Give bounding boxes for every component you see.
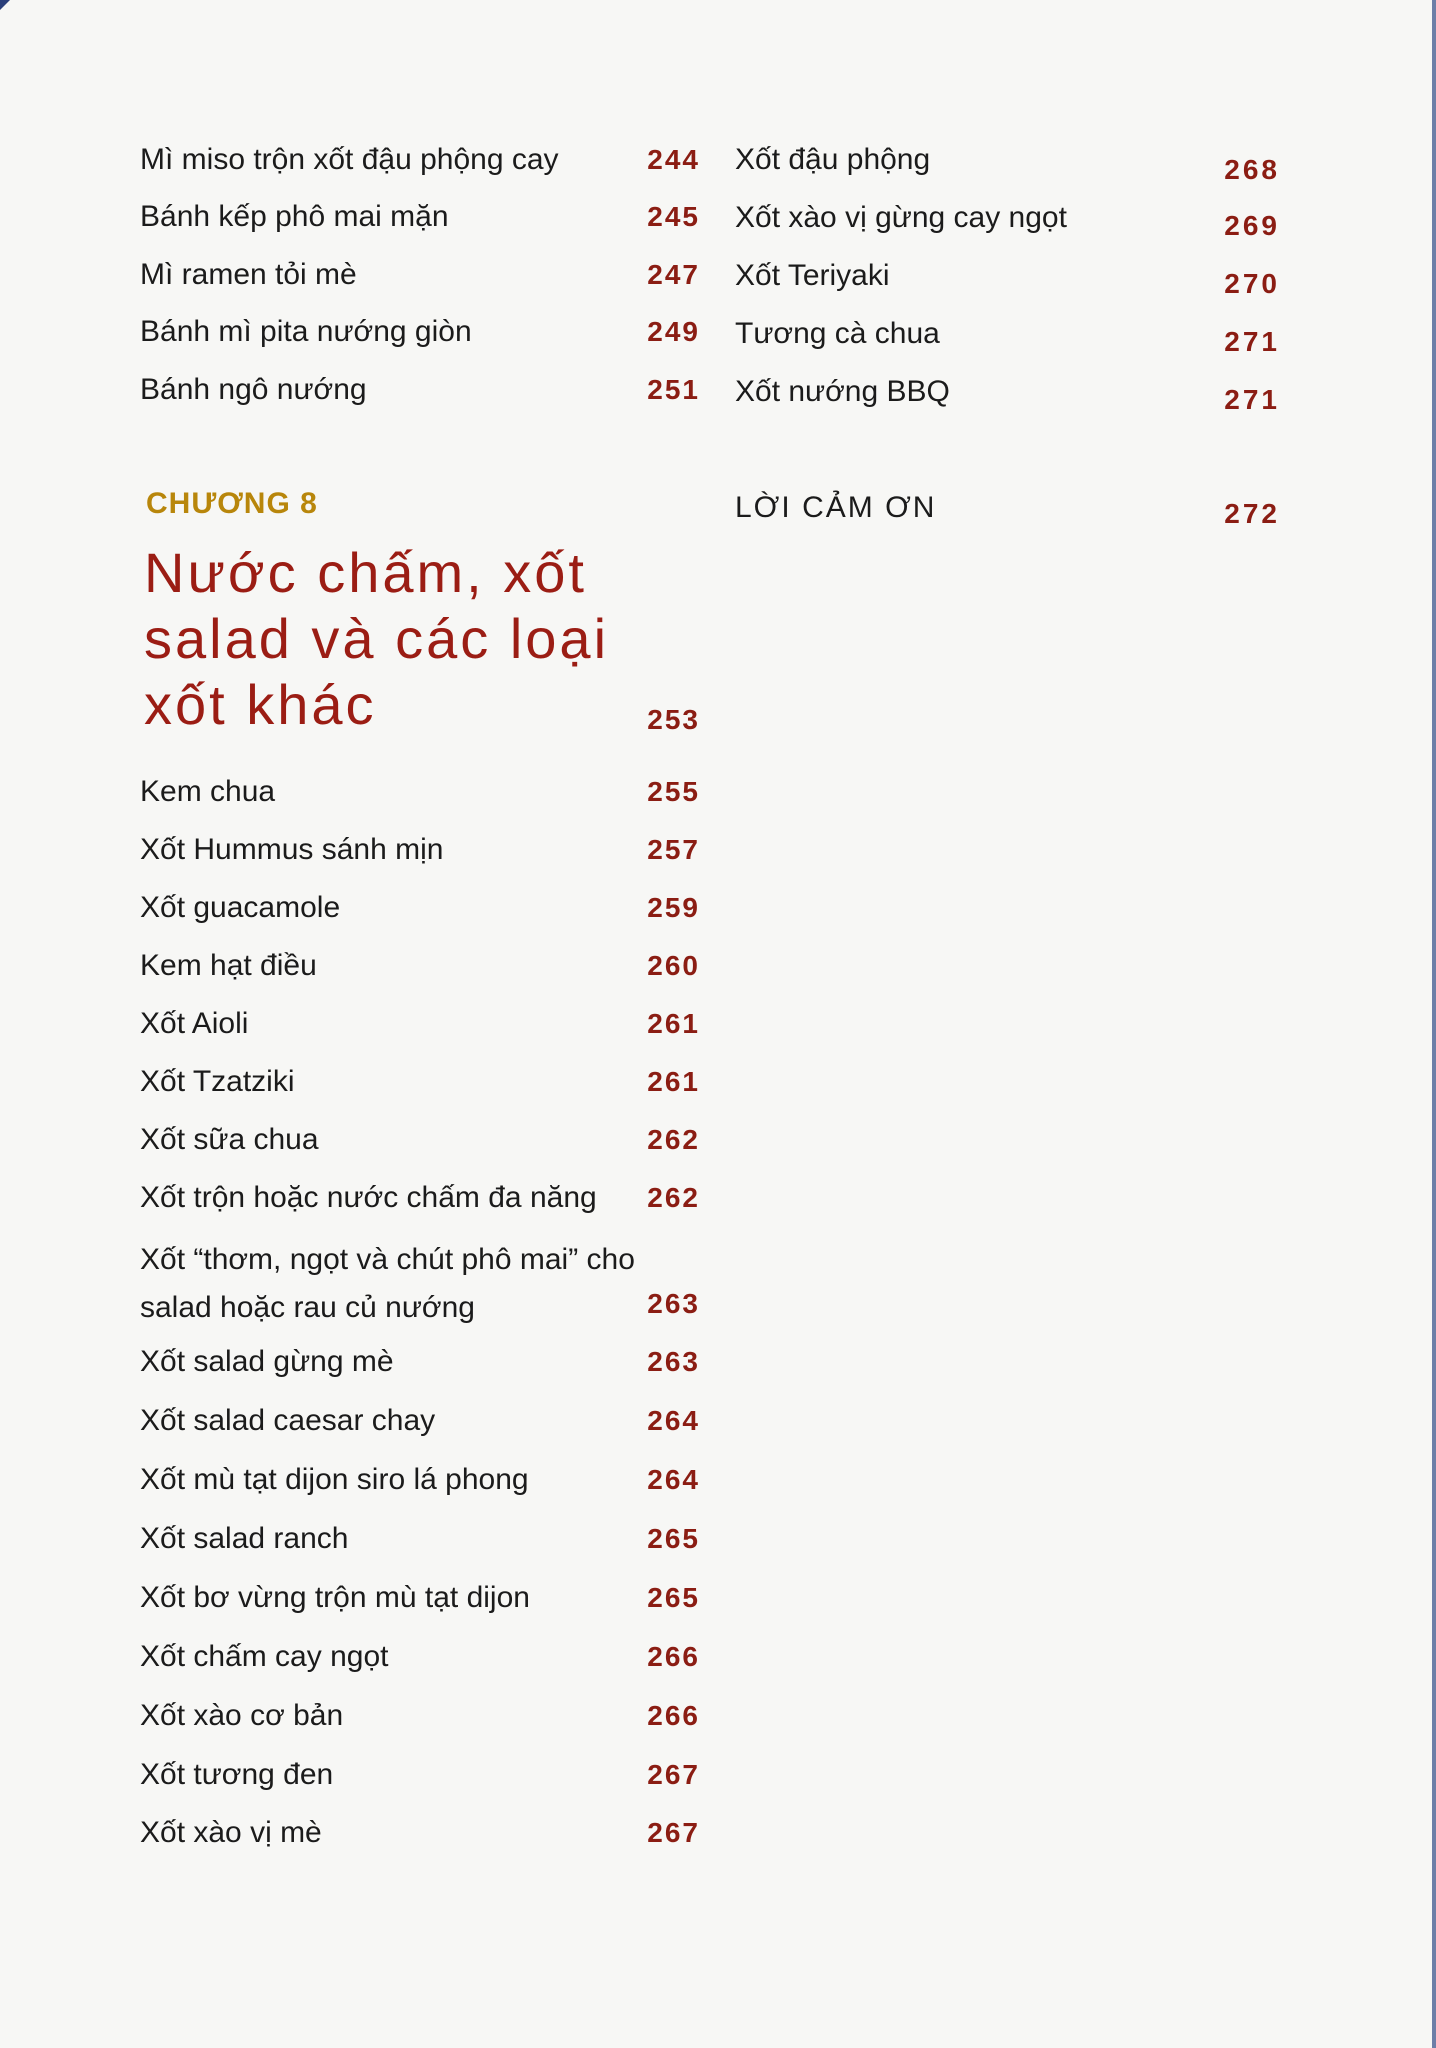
toc-entry[interactable] <box>735 140 1280 185</box>
toc-entry[interactable] <box>140 1004 700 1044</box>
toc-entry-title: Xốt bơ vừng trộn mù tạt dijon <box>140 1581 530 1614</box>
toc-entry-title: Xốt xào cơ bản <box>140 1699 344 1732</box>
toc-entry-title: Xốt Hummus sánh mịn <box>140 833 444 866</box>
toc-entry-title: Tương cà chua <box>735 317 940 350</box>
toc-entry[interactable] <box>735 372 1280 415</box>
right-column <box>735 0 1280 2048</box>
toc-entry-page: 262 <box>647 1124 700 1155</box>
toc-entry-title: Mì ramen tỏi mè <box>140 258 357 291</box>
toc-entry-title: Xốt xào vị gừng cay ngọt <box>735 201 1067 234</box>
toc-entry[interactable] <box>140 1813 700 1853</box>
toc-entry-page: 260 <box>647 950 700 981</box>
chapter-page: 253 <box>647 704 700 735</box>
toc-entry-title: Xốt trộn hoặc nước chấm đa năng <box>140 1181 597 1214</box>
toc-entry-title: Xốt nướng BBQ <box>735 375 950 408</box>
toc-entry-title: Xốt “thơm, ngọt và chút phô mai” cho salad hoặc rau củ nướng <box>140 1243 635 1324</box>
toc-entry-page: 265 <box>647 1582 700 1613</box>
toc-entry-page: 271 <box>1224 384 1280 415</box>
toc-entry-title: LỜI CẢM ƠN <box>735 491 937 524</box>
toc-entry-page: 264 <box>647 1464 700 1495</box>
toc-entry[interactable] <box>140 1342 700 1382</box>
toc-entry-title: Bánh kếp phô mai mặn <box>140 200 449 233</box>
toc-entry-page: 269 <box>1224 210 1280 241</box>
toc-entry[interactable] <box>140 946 700 986</box>
toc-entry[interactable] <box>140 197 700 237</box>
toc-entry[interactable] <box>735 198 1280 241</box>
toc-entry-title: Bánh ngô nướng <box>140 373 367 406</box>
toc-entry-page: 245 <box>647 201 700 232</box>
toc-entry-page: 257 <box>647 834 700 865</box>
toc-entry-title: Xốt salad gừng mè <box>140 1345 394 1378</box>
toc-entry[interactable] <box>140 1755 700 1795</box>
toc-entry-title: Mì miso trộn xốt đậu phộng cay <box>140 143 559 176</box>
toc-entry-title: Xốt đậu phộng <box>735 143 931 176</box>
corner-mark <box>0 0 10 10</box>
toc-entry[interactable] <box>140 140 700 180</box>
toc-entry[interactable] <box>140 1637 700 1677</box>
toc-entry-title: Xốt tương đen <box>140 1758 334 1791</box>
toc-entry-title: Xốt Tzatziki <box>140 1065 295 1098</box>
toc-entry-title: Xốt xào vị mè <box>140 1816 322 1849</box>
page-edge <box>1432 0 1436 2048</box>
toc-entry-page: 266 <box>647 1641 700 1672</box>
toc-entry[interactable] <box>140 255 700 295</box>
toc-entry-page: 267 <box>647 1759 700 1790</box>
toc-entry[interactable] <box>140 1062 700 1102</box>
toc-entry-title: Xốt guacamole <box>140 891 341 924</box>
toc-entry-title: Bánh mì pita nướng giòn <box>140 315 472 348</box>
toc-entry[interactable] <box>140 1401 700 1441</box>
toc-entry-title: Xốt salad ranch <box>140 1522 349 1555</box>
toc-entry-page: 263 <box>647 1288 700 1319</box>
toc-entry-page: 265 <box>647 1523 700 1554</box>
chapter-title[interactable]: Nước chấm, xốt salad và các loại xốt khác <box>144 541 610 736</box>
toc-entry-page: 262 <box>647 1182 700 1213</box>
toc-entry-page: 261 <box>647 1066 700 1097</box>
toc-entry-title: Xốt salad caesar chay <box>140 1404 436 1437</box>
toc-entry-acknowledgements[interactable] <box>735 488 1280 528</box>
toc-entry[interactable] <box>140 1178 700 1218</box>
toc-entry[interactable] <box>140 312 700 352</box>
toc-entry-page: 247 <box>647 259 700 290</box>
toc-entry-page: 266 <box>647 1700 700 1731</box>
toc-entry-title: Xốt sữa chua <box>140 1123 319 1156</box>
toc-entry-page: 261 <box>647 1008 700 1039</box>
toc-entry[interactable] <box>140 888 700 928</box>
toc-entry[interactable] <box>140 1696 700 1736</box>
toc-entry-page: 259 <box>647 892 700 923</box>
toc-entry-title: Xốt Teriyaki <box>735 259 890 292</box>
toc-entry-page: 249 <box>647 316 700 347</box>
toc-entry-page: 272 <box>1224 498 1280 529</box>
toc-entry-page: 264 <box>647 1405 700 1436</box>
toc-entry-page: 271 <box>1224 326 1280 357</box>
toc-entry-page: 244 <box>647 144 700 175</box>
chapter-label: CHƯƠNG 8 <box>146 487 318 520</box>
toc-entry-page: 263 <box>647 1346 700 1377</box>
toc-entry-page: 270 <box>1224 268 1280 299</box>
toc-entry-page: 268 <box>1224 154 1280 185</box>
toc-entry-title: Kem chua <box>140 775 276 808</box>
toc-entry[interactable] <box>140 370 700 410</box>
toc-entry-title: Xốt Aioli <box>140 1007 249 1040</box>
toc-entry-page: 251 <box>647 374 700 405</box>
toc-entry[interactable] <box>140 1519 700 1559</box>
toc-entry[interactable] <box>140 830 700 870</box>
toc-entry-title: Xốt chấm cay ngọt <box>140 1640 389 1673</box>
toc-entry-title: Xốt mù tạt dijon siro lá phong <box>140 1463 529 1496</box>
toc-entry[interactable] <box>735 314 1280 357</box>
toc-entry-page: 255 <box>647 776 700 807</box>
toc-entry[interactable] <box>140 1236 700 1326</box>
toc-entry[interactable] <box>140 1578 700 1618</box>
toc-entry[interactable] <box>735 256 1280 299</box>
toc-entry[interactable] <box>140 1460 700 1500</box>
toc-entry[interactable] <box>140 772 700 812</box>
toc-entry[interactable] <box>140 1120 700 1160</box>
toc-entry-page: 267 <box>647 1817 700 1848</box>
left-column <box>140 0 700 2048</box>
toc-entry-title: Kem hạt điều <box>140 949 317 982</box>
